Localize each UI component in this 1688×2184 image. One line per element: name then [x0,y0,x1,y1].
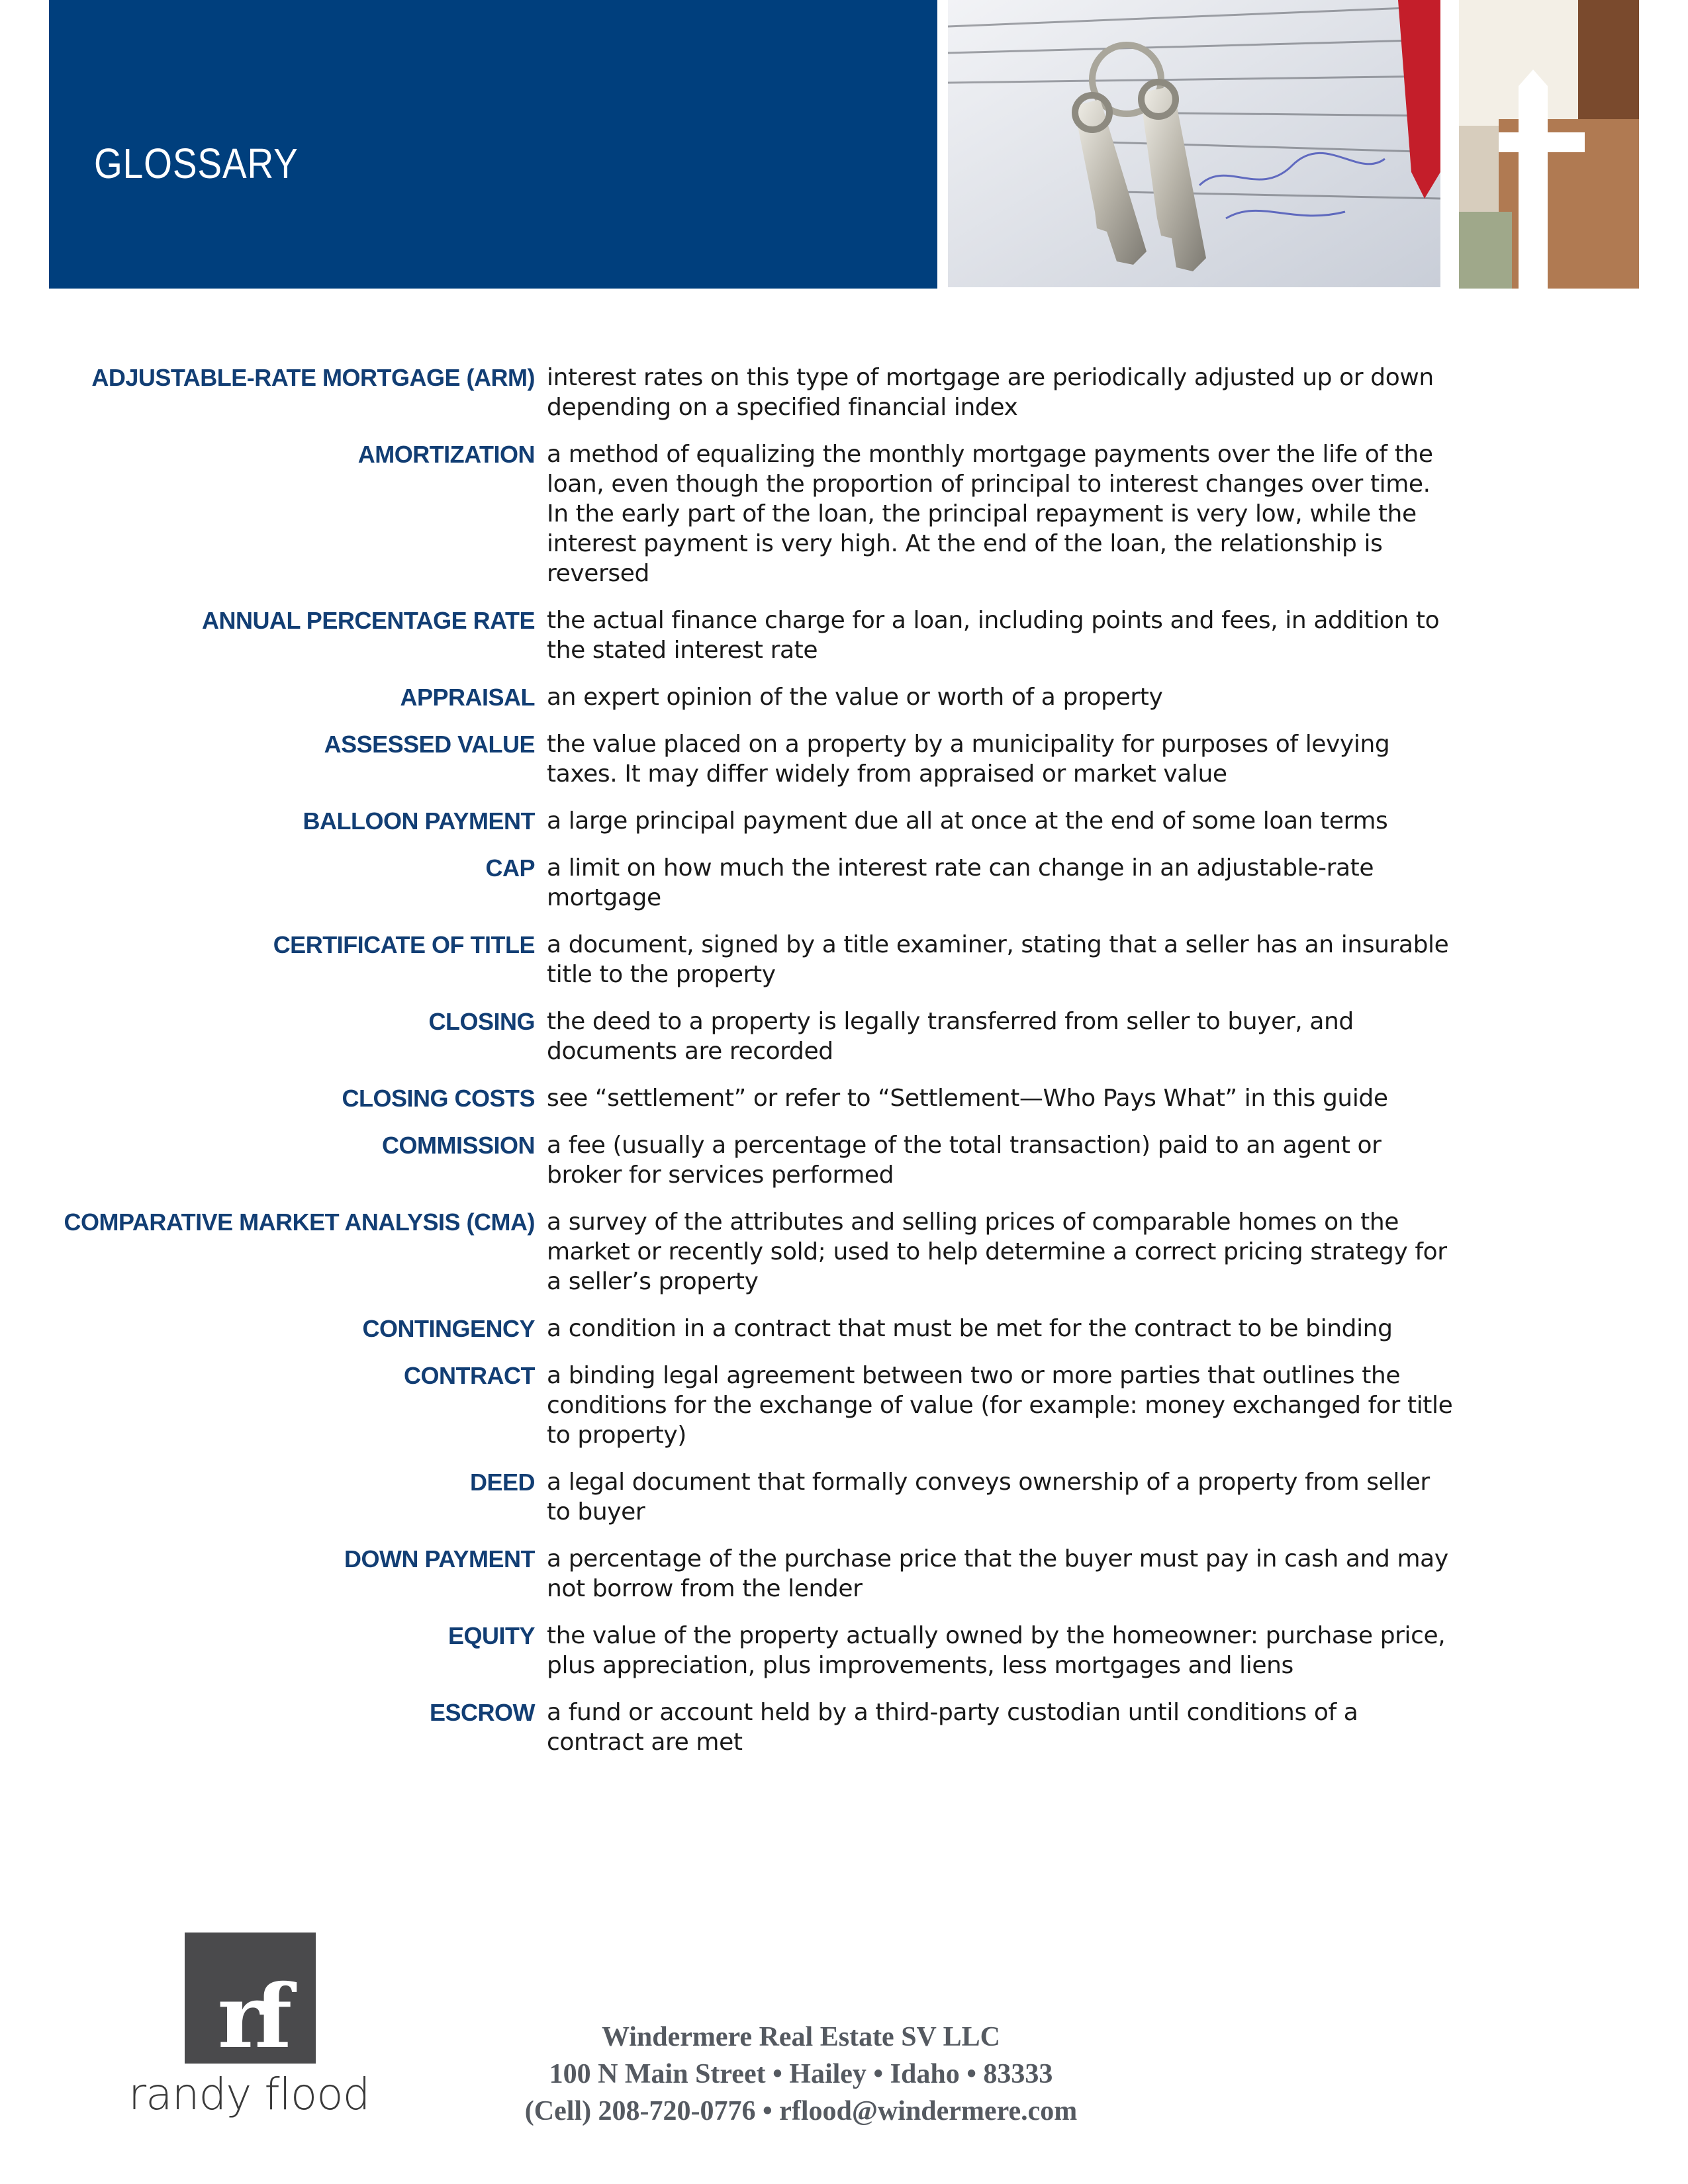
glossary-entry [0,806,1688,836]
glossary-term: CLOSING [428,1008,535,1035]
glossary-definition: a fund or account held by a third-party custodian until conditions of a contract are met [547,1699,1358,1756]
glossary-entry [0,1083,1688,1113]
glossary-term: COMMISSION [381,1132,535,1159]
logo-letters: rf [217,1966,283,2068]
glossary-term: ADJUSTABLE-RATE MORTGAGE (ARM) [91,364,535,391]
glossary-term: DEED [469,1469,535,1496]
glossary-entry [0,682,1688,712]
glossary-term: ESCROW [430,1699,535,1726]
glossary-entry [0,1698,1688,1757]
glossary-entry [0,1207,1688,1297]
sign-post-illustration [1459,0,1639,289]
company-contact: (Cell) 208-720-0776 • rflood@windermere.com [524,2096,1078,2126]
glossary-entry [0,853,1688,913]
glossary-entry [0,1130,1688,1190]
glossary-term: AMORTIZATION [357,441,535,468]
glossary-entry [0,606,1688,665]
glossary-term: ANNUAL PERCENTAGE RATE [201,607,535,634]
glossary-term: ASSESSED VALUE [324,731,535,758]
glossary-entry [0,1361,1688,1450]
rf-logo [185,1933,316,2068]
glossary-entry [0,363,1688,422]
glossary-term: BALLOON PAYMENT [303,807,535,835]
glossary-entry [0,439,1688,588]
glossary-definition: a limit on how much the interest rate can change in an adjustable-rate mortgage [547,854,1374,911]
page-title: GLOSSARY [94,140,299,187]
glossary-definition: an expert opinion of the value or worth of a property [547,684,1163,711]
glossary-term: APPRAISAL [400,684,535,711]
glossary-term: EQUITY [447,1622,535,1649]
glossary-definition: a legal document that formally conveys ownership of a property from seller to buyer [547,1469,1430,1525]
footer-contact [463,2019,1139,2130]
glossary-definition: interest rates on this type of mortgage are periodically adjusted up or down depending on a specified financial index [547,364,1434,421]
glossary-entry [0,930,1688,989]
glossary-definition: the deed to a property is legally transferred from seller to buyer, and documents are recorded [547,1008,1354,1065]
company-address: 100 N Main Street • Hailey • Idaho • 83333 [549,2059,1053,2089]
glossary-term: CERTIFICATE OF TITLE [273,931,535,958]
glossary-term: CONTINGENCY [362,1315,535,1342]
glossary-definition: a method of equalizing the monthly mortgage payments over the life of the loan, even though the proportion of principal to interest changes over time. In the early part of the loan, the principal repayment is very low, while the interest payment is very high. At the end of the loan, the relationship is reversed [547,441,1433,587]
glossary-term: DOWN PAYMENT [344,1545,535,1572]
glossary-definition: the value placed on a property by a municipality for purposes of levying taxes. It may differ widely from appraised or market value [547,731,1390,788]
glossary-entry [0,729,1688,789]
keys-on-deed-illustration [948,0,1440,287]
glossary-term: COMPARATIVE MARKET ANALYSIS (CMA) [64,1208,535,1236]
glossary-entry [0,1007,1688,1066]
glossary-definition: a fee (usually a percentage of the total transaction) paid to an agent or broker for services performed [547,1132,1382,1189]
glossary-definition: the value of the property actually owned by the homeowner: purchase price, plus appreciation, plus improvements, less mortgages and liens [547,1622,1446,1679]
keys-on-deed-photo [948,0,1440,287]
glossary-entry [0,1544,1688,1604]
glossary-definition: a survey of the attributes and selling prices of comparable homes on the market or recently sold; used to help determine a correct pricing strategy for a seller’s property [547,1208,1447,1295]
glossary-list [0,363,1688,1774]
glossary-definition: a binding legal agreement between two or more parties that outlines the conditions for the exchange of value (for example: money exchanged for title to property) [547,1362,1453,1449]
glossary-entry [0,1314,1688,1343]
glossary-definition: see “settlement” or refer to “Settlement—Who Pays What” in this guide [547,1085,1388,1112]
glossary-definition: a document, signed by a title examiner, stating that a seller has an insurable title to the property [547,931,1449,988]
glossary-term: CLOSING COSTS [342,1085,535,1112]
company-name: Windermere Real Estate SV LLC [602,2022,1000,2052]
glossary-term: CONTRACT [404,1362,535,1389]
sign-post-photo [1459,0,1639,289]
agent-name: randy flood [128,2069,370,2120]
glossary-definition: a large principal payment due all at once at the end of some loan terms [547,807,1388,835]
glossary-entry [0,1621,1688,1680]
glossary-term: CAP [485,854,535,882]
glossary-definition: the actual finance charge for a loan, including points and fees, in addition to the stated interest rate [547,607,1440,664]
glossary-entry [0,1467,1688,1527]
glossary-definition: a percentage of the purchase price that the buyer must pay in cash and may not borrow from the lender [547,1545,1448,1602]
glossary-definition: a condition in a contract that must be met for the contract to be binding [547,1315,1393,1342]
